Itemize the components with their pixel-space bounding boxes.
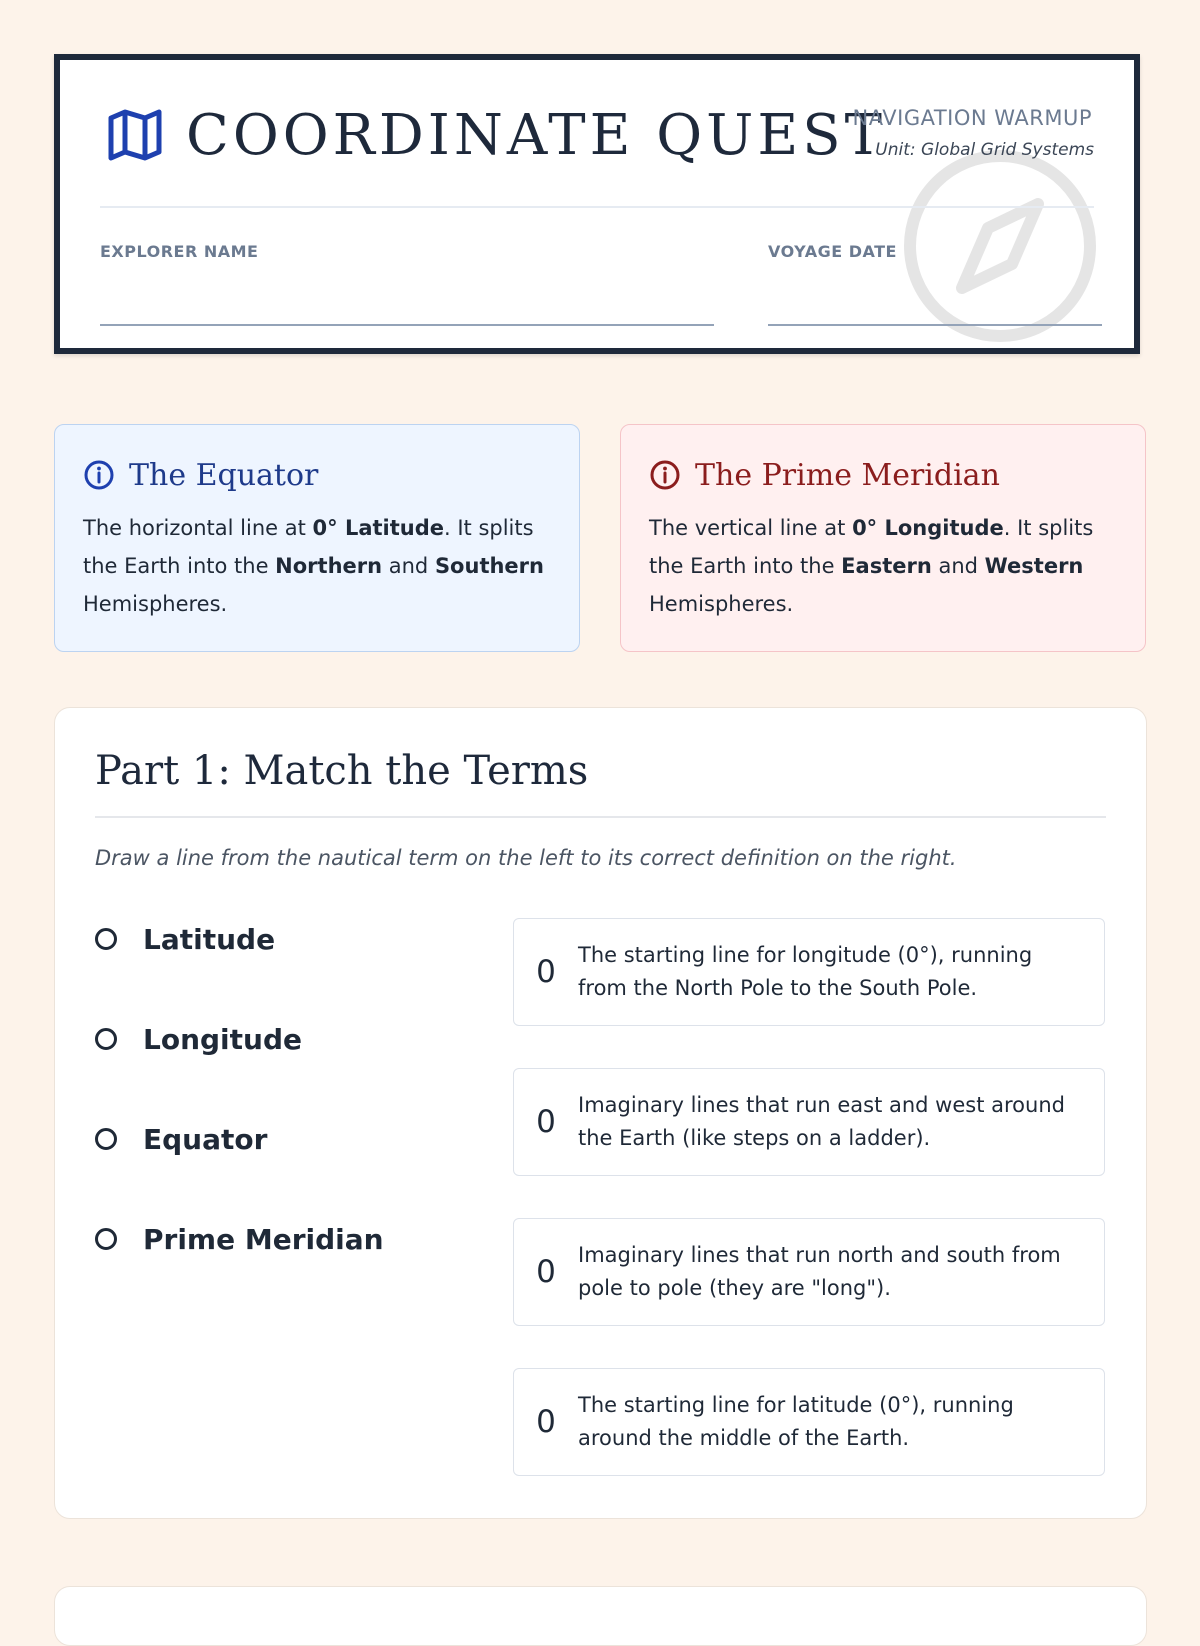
definition-letter: 0 <box>536 1404 556 1440</box>
match-dot-icon[interactable] <box>95 1128 117 1150</box>
prime-meridian-description: The vertical line at 0° Longitude. It splits the Earth into the Eastern and Western Hemispheres. <box>649 516 1094 616</box>
term-label: Longitude <box>143 1022 303 1056</box>
equator-title: The Equator <box>129 457 319 493</box>
part1-section <box>54 707 1147 1519</box>
match-dot-icon[interactable] <box>95 928 117 950</box>
equator-description: The horizontal line at 0° Latitude. It splits the Earth into the Northern and Southern Hemispheres. <box>83 516 544 616</box>
definition-box[interactable] <box>513 1068 1105 1176</box>
info-icon <box>649 459 681 491</box>
explorer-name-field[interactable] <box>100 324 714 326</box>
part1-title: Part 1: Match the Terms <box>95 748 589 794</box>
definition-box[interactable] <box>513 1218 1105 1326</box>
definition-text: Imaginary lines that run north and south from pole to pole (they are "long"). <box>578 1243 1061 1300</box>
definition-letter: 0 <box>536 954 556 990</box>
definition-letter: 0 <box>536 1104 556 1140</box>
term-item[interactable] <box>95 1119 267 1159</box>
definition-box[interactable] <box>513 1368 1105 1476</box>
term-label: Latitude <box>143 922 276 956</box>
definition-letter: 0 <box>536 1254 556 1290</box>
definition-text: The starting line for latitude (0°), running around the middle of the Earth. <box>578 1393 1014 1450</box>
page-title: COORDINATE QUEST <box>186 103 886 168</box>
prime-meridian-title: The Prime Meridian <box>695 457 1000 493</box>
definition-box[interactable] <box>513 918 1105 1026</box>
explorer-name-label: EXPLORER NAME <box>100 242 259 261</box>
part1-instructions: Draw a line from the nautical term on the left to its correct definition on the right. <box>95 846 957 870</box>
section-divider <box>95 816 1106 818</box>
term-item[interactable] <box>95 1219 384 1259</box>
unit-label: Unit: Global Grid Systems <box>875 140 1094 160</box>
info-icon <box>83 459 115 491</box>
voyage-date-field[interactable] <box>768 324 1102 326</box>
map-icon <box>106 106 164 164</box>
worksheet-kicker: NAVIGATION WARMUP <box>852 106 1092 130</box>
next-section-card <box>54 1586 1147 1646</box>
match-dot-icon[interactable] <box>95 1028 117 1050</box>
compass-icon <box>900 146 1100 346</box>
header-divider <box>100 206 1094 208</box>
definition-text: The starting line for longitude (0°), running from the North Pole to the South Pole. <box>578 943 1033 1000</box>
term-item[interactable] <box>95 1019 302 1059</box>
worksheet-header <box>54 54 1140 354</box>
prime-meridian-info-card <box>620 424 1146 652</box>
definition-text: Imaginary lines that run east and west around the Earth (like steps on a ladder). <box>578 1093 1065 1150</box>
term-label: Prime Meridian <box>143 1222 384 1256</box>
match-dot-icon[interactable] <box>95 1228 117 1250</box>
term-label: Equator <box>143 1122 268 1156</box>
term-item[interactable] <box>95 919 275 959</box>
equator-info-card <box>54 424 580 652</box>
voyage-date-label: VOYAGE DATE <box>768 242 897 261</box>
